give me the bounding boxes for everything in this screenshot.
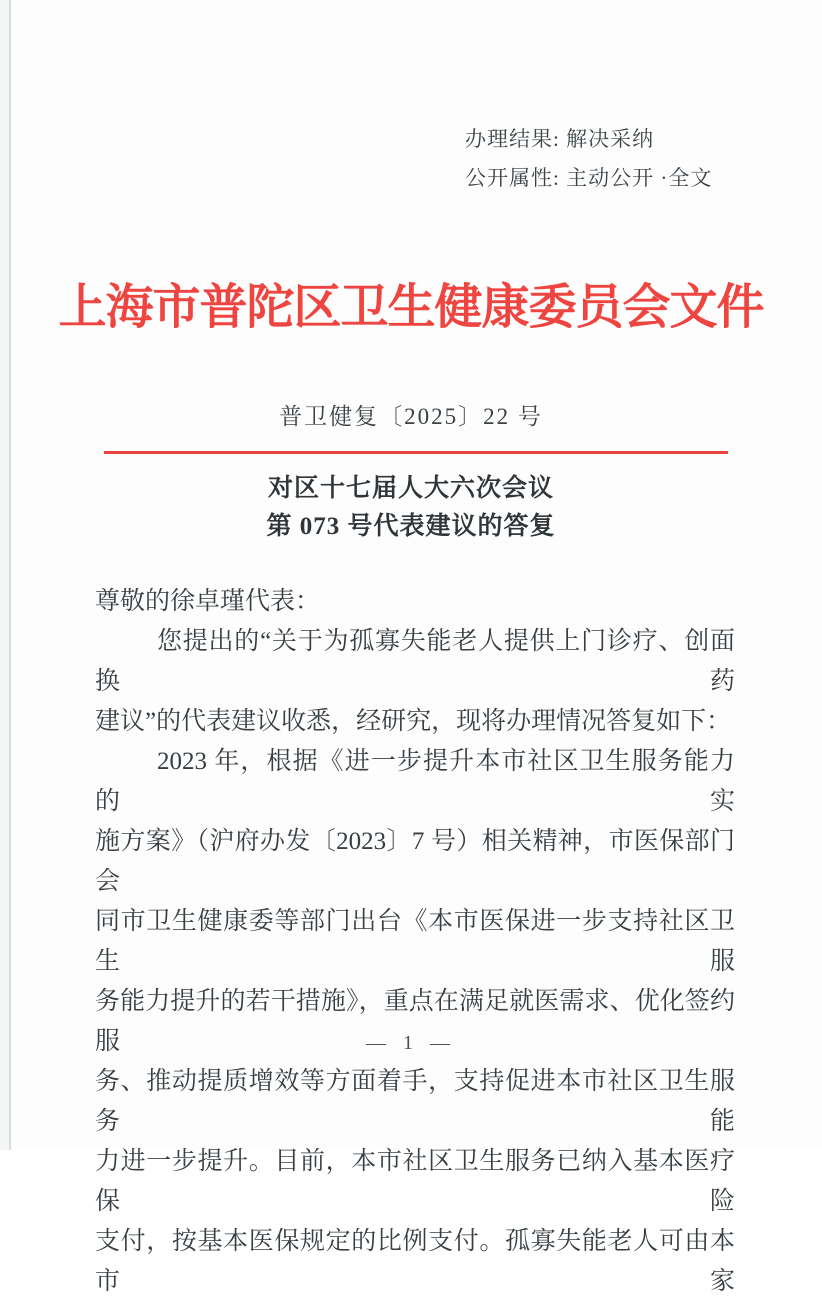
body-line: 施方案》（沪府办发〔2023〕7 号）相关精神，市医保部门会	[95, 828, 735, 895]
subject-line-1: 对区十七届人大六次会议	[267, 475, 554, 502]
body-salutation: 尊敬的徐卓瑾代表：	[95, 588, 321, 615]
body-line: 务、推动提质增效等方面着手，支持促进本市社区卫生服务能	[95, 1068, 735, 1135]
body-line: 2023 年，根据《进一步提升本市社区卫生服务能力的实	[95, 748, 735, 815]
body-line: 力进一步提升。目前，本市社区卫生服务已纳入基本医疗保险	[95, 1148, 735, 1215]
body-line: 同市卫生健康委等部门出台《本市医保进一步支持社区卫生服	[95, 908, 735, 975]
meta-handling-result: 办理结果: 解决采纳	[465, 127, 655, 151]
body-text	[95, 582, 735, 1302]
red-divider	[104, 451, 728, 454]
page-number: — 1 —	[366, 1032, 456, 1054]
body-line: 您提出的“关于为孤寡失能老人提供上门诊疗、创面换药	[95, 628, 735, 695]
body-line: 务能力提升的若干措施》，重点在满足就医需求、优化签约服	[95, 988, 735, 1055]
letterhead-title: 上海市普陀区卫生健康委员会文件	[58, 281, 764, 334]
subject-line-2: 第 073 号代表建议的答复	[266, 513, 556, 540]
subject-title	[0, 470, 822, 546]
meta-publicity-attribute: 公开属性: 主动公开 ·全文	[465, 166, 713, 190]
body-line: 支付，按基本医保规定的比例支付。孤寡失能老人可由本市家	[95, 1228, 735, 1295]
meta-block	[465, 120, 712, 198]
scan-edge-line	[9, 0, 11, 1150]
doc-number: 普卫健复〔2025〕22 号	[279, 404, 543, 429]
scan-edge-strip	[0, 0, 9, 1150]
body-line: 建议”的代表建议收悉，经研究，现将办理情况答复如下：	[95, 708, 732, 735]
